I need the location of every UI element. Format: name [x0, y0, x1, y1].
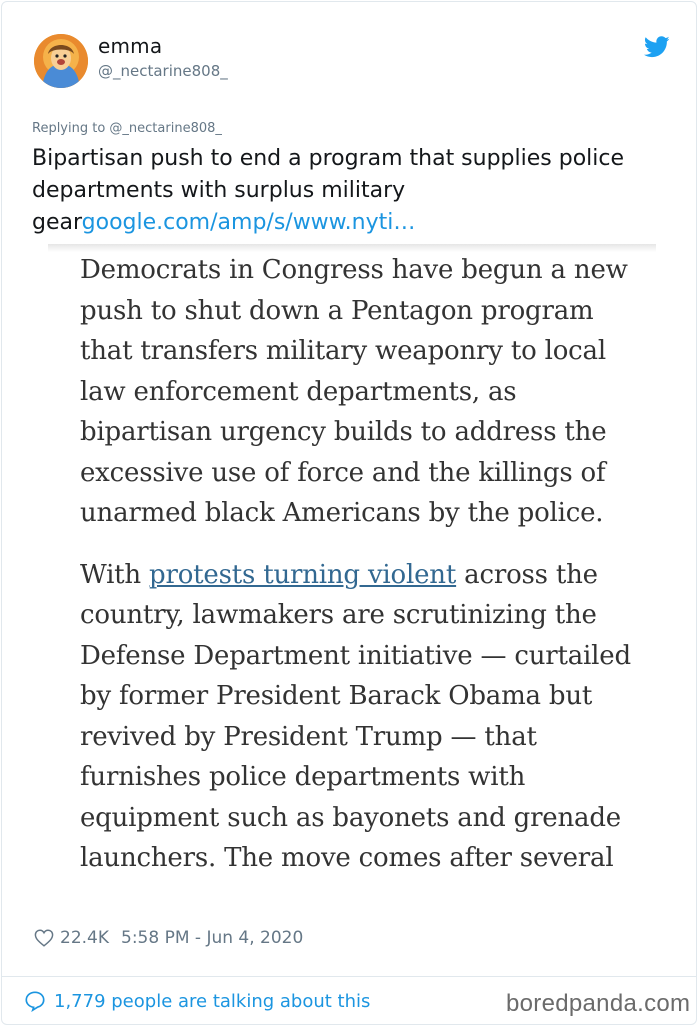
article-paragraph-2-rest: across the country, lawmakers are scrutinizing the Defense Department initiative — curtailed by former President Barack Obama but revived by President Trump — that furnishes police departments with equipment such as bayonets and grenade launchers. The move comes after several	[80, 559, 631, 873]
avatar[interactable]	[34, 34, 88, 88]
article-paragraph-2-lead: With	[80, 559, 150, 590]
tweet-text	[32, 143, 632, 239]
conversation-label: 1,779 people are talking about this	[54, 990, 371, 1012]
replying-to[interactable]: Replying to @_nectarine808_	[32, 121, 222, 136]
like-count[interactable]: 22.4K	[60, 928, 109, 948]
author-handle[interactable]: @_nectarine808_	[98, 62, 228, 80]
watermark: boredpanda.com	[506, 990, 691, 1017]
tweet-text-body: Bipartisan push to end a program that supplies police departments with surplus military gear	[32, 146, 625, 235]
article-inline-link: protests turning violent	[149, 559, 457, 590]
footer-divider	[1, 976, 697, 977]
article-paragraph-1: Democrats in Congress have begun a new push to shut down a Pentagon program that transfers military weaponry to local law enforcement departments, as bipartisan urgency builds to address the excessive use of force and the killings of unarmed black Americans by the police.	[80, 255, 628, 528]
tweet-timestamp[interactable]: 5:58 PM - Jun 4, 2020	[121, 928, 304, 948]
tweet-meta	[34, 928, 303, 948]
heart-icon[interactable]	[34, 929, 54, 947]
twitter-bird-icon[interactable]	[644, 36, 670, 58]
article-paragraph-2	[80, 555, 650, 879]
article-text	[80, 250, 650, 900]
speech-bubble-icon	[24, 990, 46, 1012]
tweet-link[interactable]: google.com/amp/s/www.nyti…	[81, 210, 416, 235]
article-screenshot[interactable]	[48, 244, 656, 908]
conversation-link[interactable]	[24, 990, 370, 1012]
author-name[interactable]: emma	[98, 34, 163, 58]
